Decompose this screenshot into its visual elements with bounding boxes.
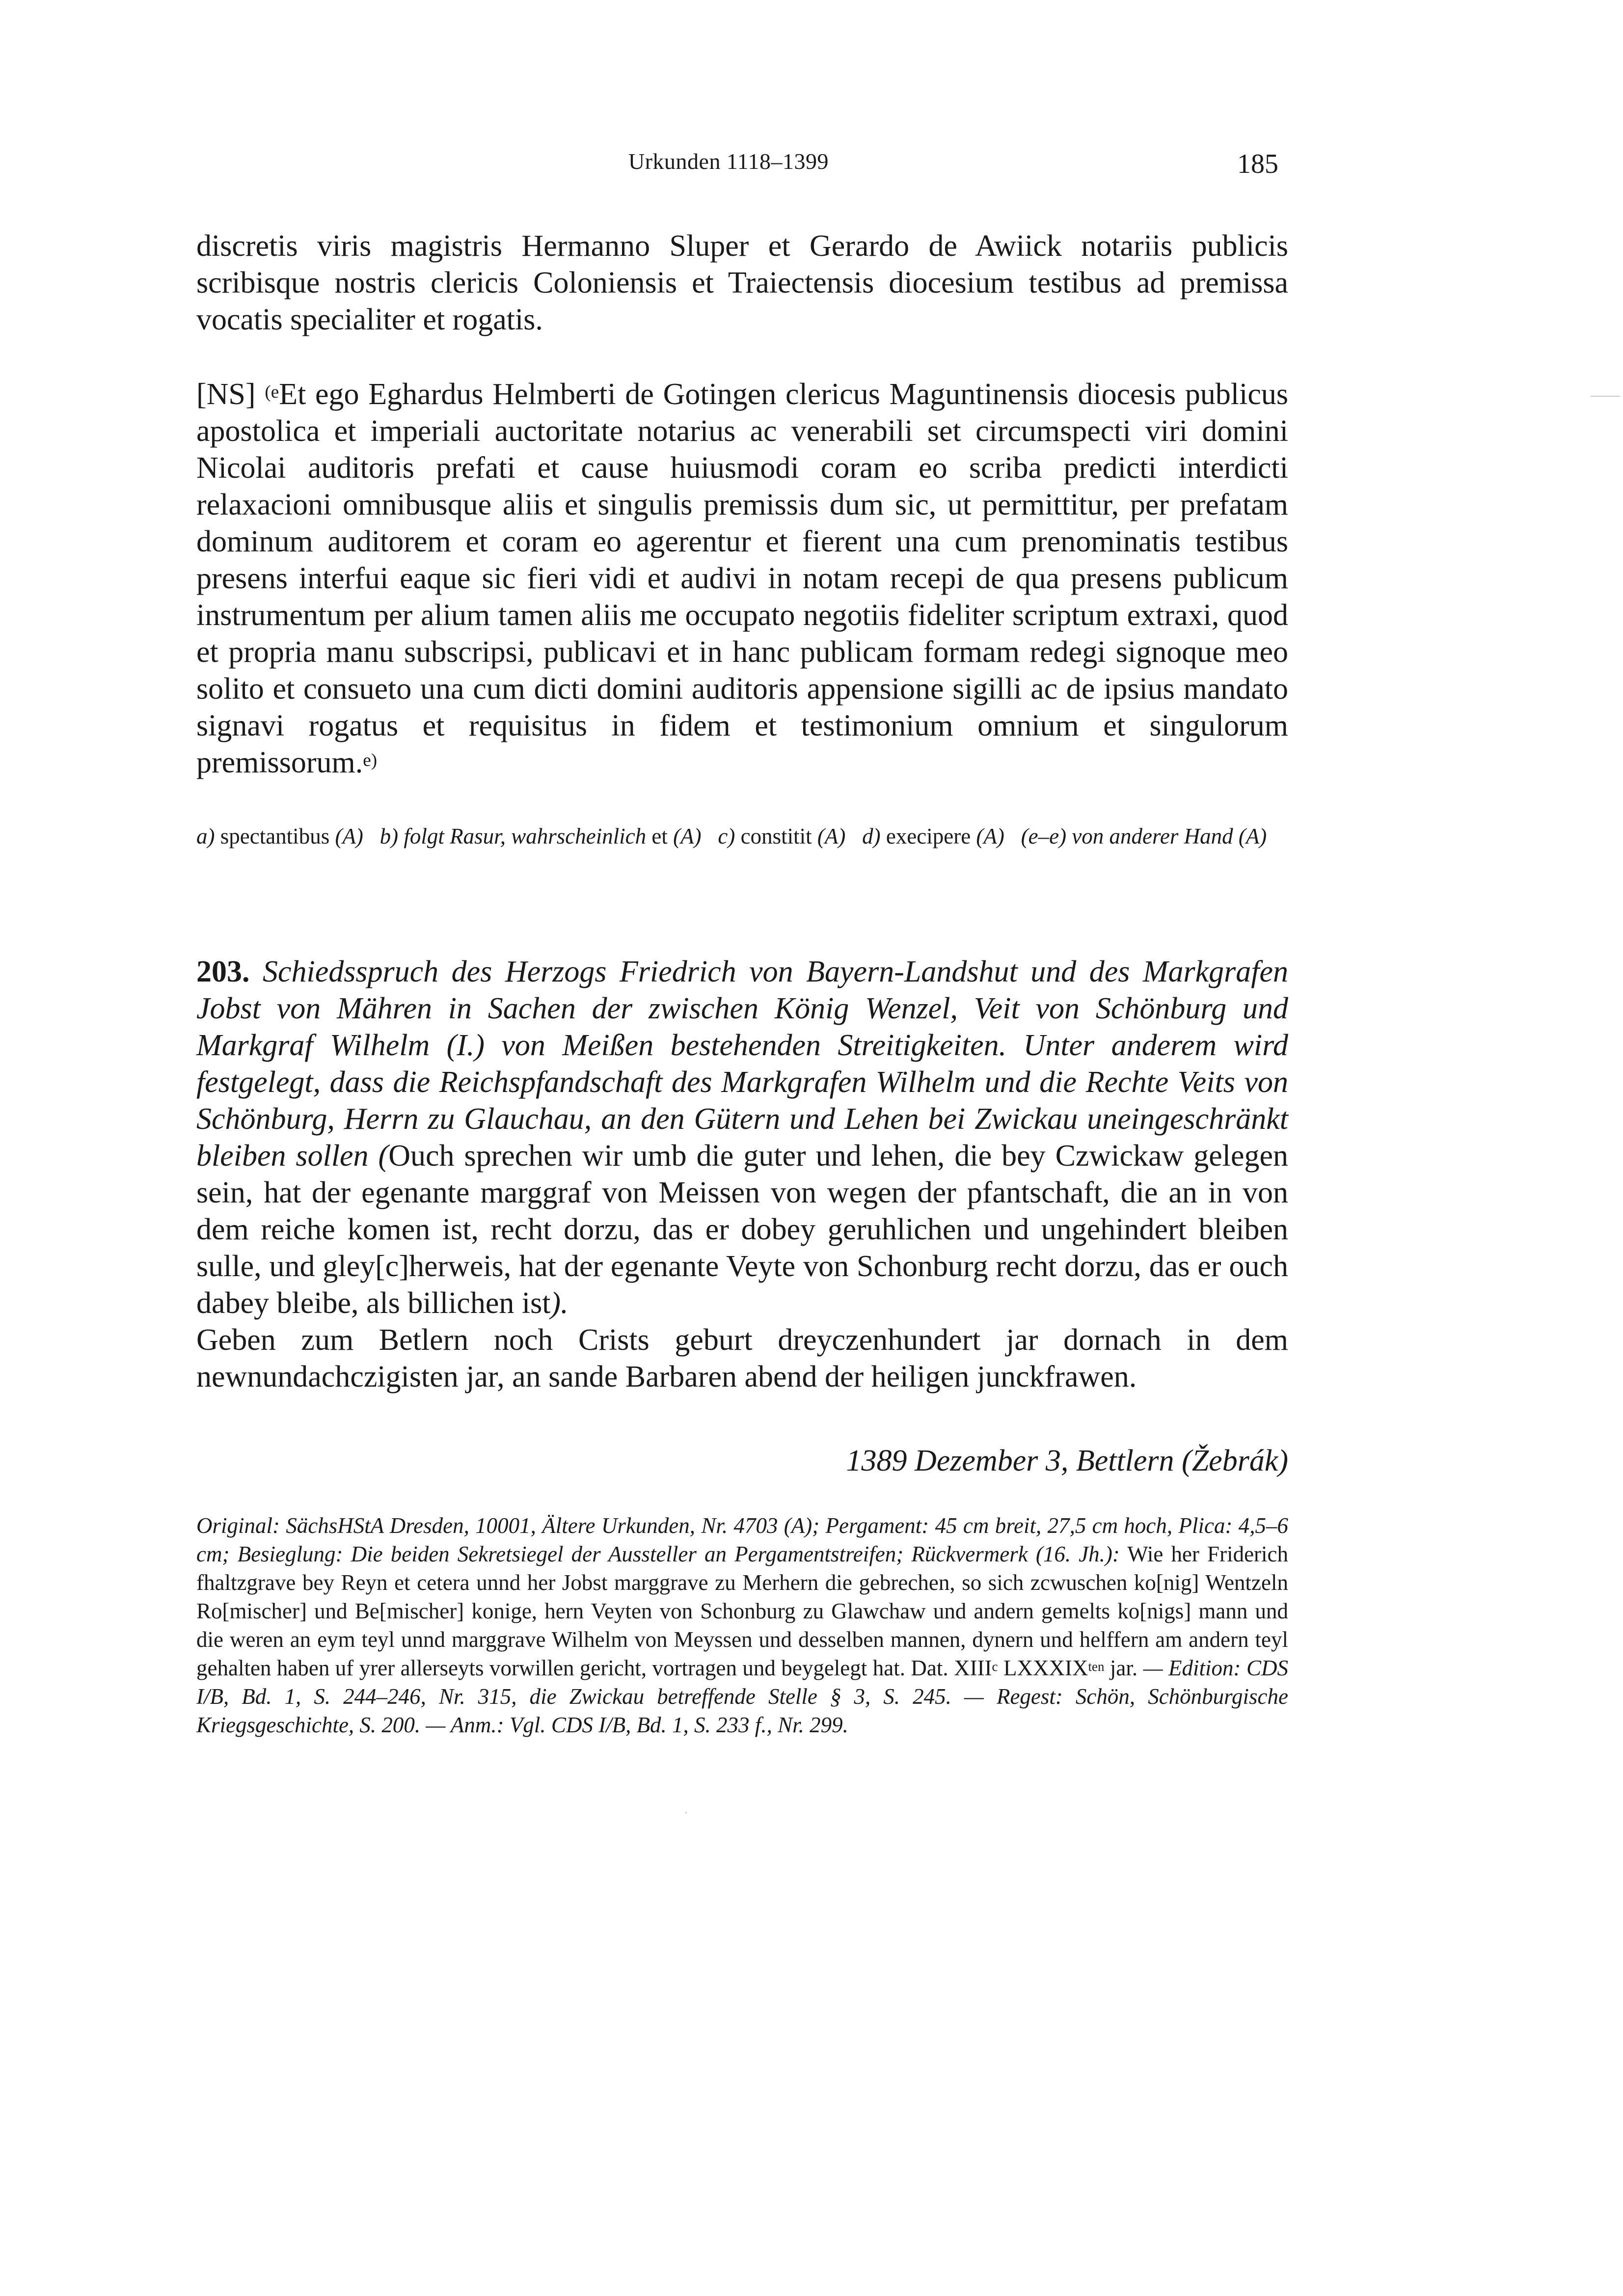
note-a-label: a) [196, 824, 215, 848]
note-b-text: et [651, 824, 668, 848]
note-b-note: folgt Rasur, wahrscheinlich [404, 824, 647, 848]
sup-c: c [992, 1659, 998, 1674]
apparatus-intro: Original: SächsHStA Dresden, 10001, Ältere Urkunden, Nr. 4703 (A); Pergament: 45 cm breit, 27,5 cm hoch, Plica: 4,5–6 cm; Besieglung: Die beiden Sekretsiegel der Aussteller an Pergamentstreifen; Rückvermerk (16. Jh.): [196, 1513, 1288, 1566]
dating-clause: Geben zum Betlern noch Crists geburt dreyczenhundert jar dornach in dem newnundachczigisten jar, an sande Barbaren abend der heiligen junckfrawen. [196, 1323, 1288, 1394]
running-head: Urkunden 1118–1399 [628, 149, 829, 174]
note-a-source: (A) [335, 824, 363, 848]
roman-year: LXXXIX [1003, 1656, 1088, 1680]
page-number: 185 [1237, 149, 1278, 179]
note-c-text: constitit [740, 824, 812, 848]
regest-summary: Schiedsspruch des Herzogs Friedrich von Bayern-Landshut und des Markgrafen Jobst von Mähren in Sachen der zwischen König Wenzel, Veit von Schönburg und Markgraf Wilhelm (I.) von Meißen bestehenden Streitigkeiten. Unter anderem wird festgelegt, dass die Reichspfandschaft des Markgrafen Wilhelm und die Rechte Veits von Schönburg, Herrn zu Glauchau, an den Gütern und Lehen bei Zwickau uneingeschränkt bleiben sollen ( [196, 955, 1289, 1173]
note-d-source: (A) [976, 824, 1004, 848]
textual-notes [196, 822, 1288, 850]
scan-speck [685, 1812, 687, 1813]
notarial-subscription [196, 376, 1288, 781]
sup-ten: ten [1088, 1659, 1105, 1674]
dorsal-jar: jar. [1109, 1656, 1138, 1680]
document-number: 203. [196, 955, 250, 988]
note-a-text: spectantibus [220, 824, 330, 848]
note-c-source: (A) [817, 824, 846, 848]
note-b-label: b) [379, 824, 399, 848]
note-b-source: (A) [673, 824, 702, 848]
document-203-regest [196, 954, 1288, 1395]
subscription-text: Et ego Eghardus Helmberti de Gotingen clericus Maguntinensis diocesis publicus apostolica et imperiali auctoritate notarius ac venerabili set circumspecti viri domini Nicolai auditoris prefati et cause huiusmodi coram eo scriba predicti interdicti relaxacioni omnibusque aliis et singulis premissis dum sic, ut permittitur, per prefatam dominum auditorem et coram eo agerentur et fierent una cum prenominatis testibus presens interfui eaque sic fieri vidi et audivi in notam recepi de qua presens publicum instrumentum per alium tamen aliis me occupato negotiis fideliter scriptum extraxi, quod et propria manu subscripsi, publicavi et in hanc publicam formam redegi signoque meo solito et consueto una cum dicti domini auditoris appensione sigilli ac de ipsius mandato signavi rogatus et requisitus in fidem et testimonium omnium et singulorum premissorum. [196, 378, 1289, 779]
critical-apparatus [196, 1511, 1288, 1739]
footnote-open-mark: (e [265, 382, 279, 402]
note-e-label: (e–e) [1021, 824, 1067, 848]
date-place-line: 1389 Dezember 3, Bettlern (Žebrák) [846, 1444, 1288, 1477]
note-c-label: c) [718, 824, 735, 848]
dorsal-note: Wie her Friderich fhaltzgrave bey Reyn et cetera unnd her Jobst marggrave zu Merhern die gebrechen, so sich zcwuschen ko[nig] Wentzeln Ro[mischer] und Be[mischer] konige, hern Veyten von Schonburg zu Glawchaw und andern gemelts ko[nigs] mann und die weren an eym teyl unnd marggrave Wilhelm von Meyssen und desselben mannen, dynern und helffern am andern teyl gehalten haben uf yrer allerseyts vorwillen gericht, vortragen und beygelegt hat. Dat. XIII [196, 1542, 1289, 1680]
regest-close: ). [550, 1286, 568, 1320]
regest-quote: Ouch sprechen wir umb die guter und lehen, die bey Czwickaw gelegen sein, hat der egenante marggraf von Meissen von wegen der pfantschaft, die an in von dem reiche komen ist, recht dorzu, das er dobey geruhlichen und ungehindert bleiben sulle, und gley[c]herweis, hat der egenante Veyte von Schonburg recht dorzu, das er ouch dabey bleibe, als billichen ist [196, 1139, 1289, 1320]
note-d-text: execipere [886, 824, 971, 848]
footnote-close-mark: e) [363, 750, 378, 770]
note-d-label: d) [862, 824, 881, 848]
note-e-note: von anderer Hand (A) [1072, 824, 1267, 848]
continued-paragraph: discretis viris magistris Hermanno Sluper et Gerardo de Awiick notariis publicis scribisque nostris clericis Coloniensis et Traiectensis diocesium testibus ad premissa vocatis specialiter et rogatis. [196, 229, 1288, 336]
margin-mark [1591, 396, 1620, 397]
notarial-sign: [NS] [196, 378, 256, 411]
edition-references: — Edition: CDS I/B, Bd. 1, S. 244–246, Nr. 315, die Zwickau betreffende Stelle § 3, S. 245. — Regest: Schön, Schönburgische Kriegsgeschichte, S. 200. — Anm.: Vgl. CDS I/B, Bd. 1, S. 233 f., Nr. 299. [196, 1656, 1288, 1737]
